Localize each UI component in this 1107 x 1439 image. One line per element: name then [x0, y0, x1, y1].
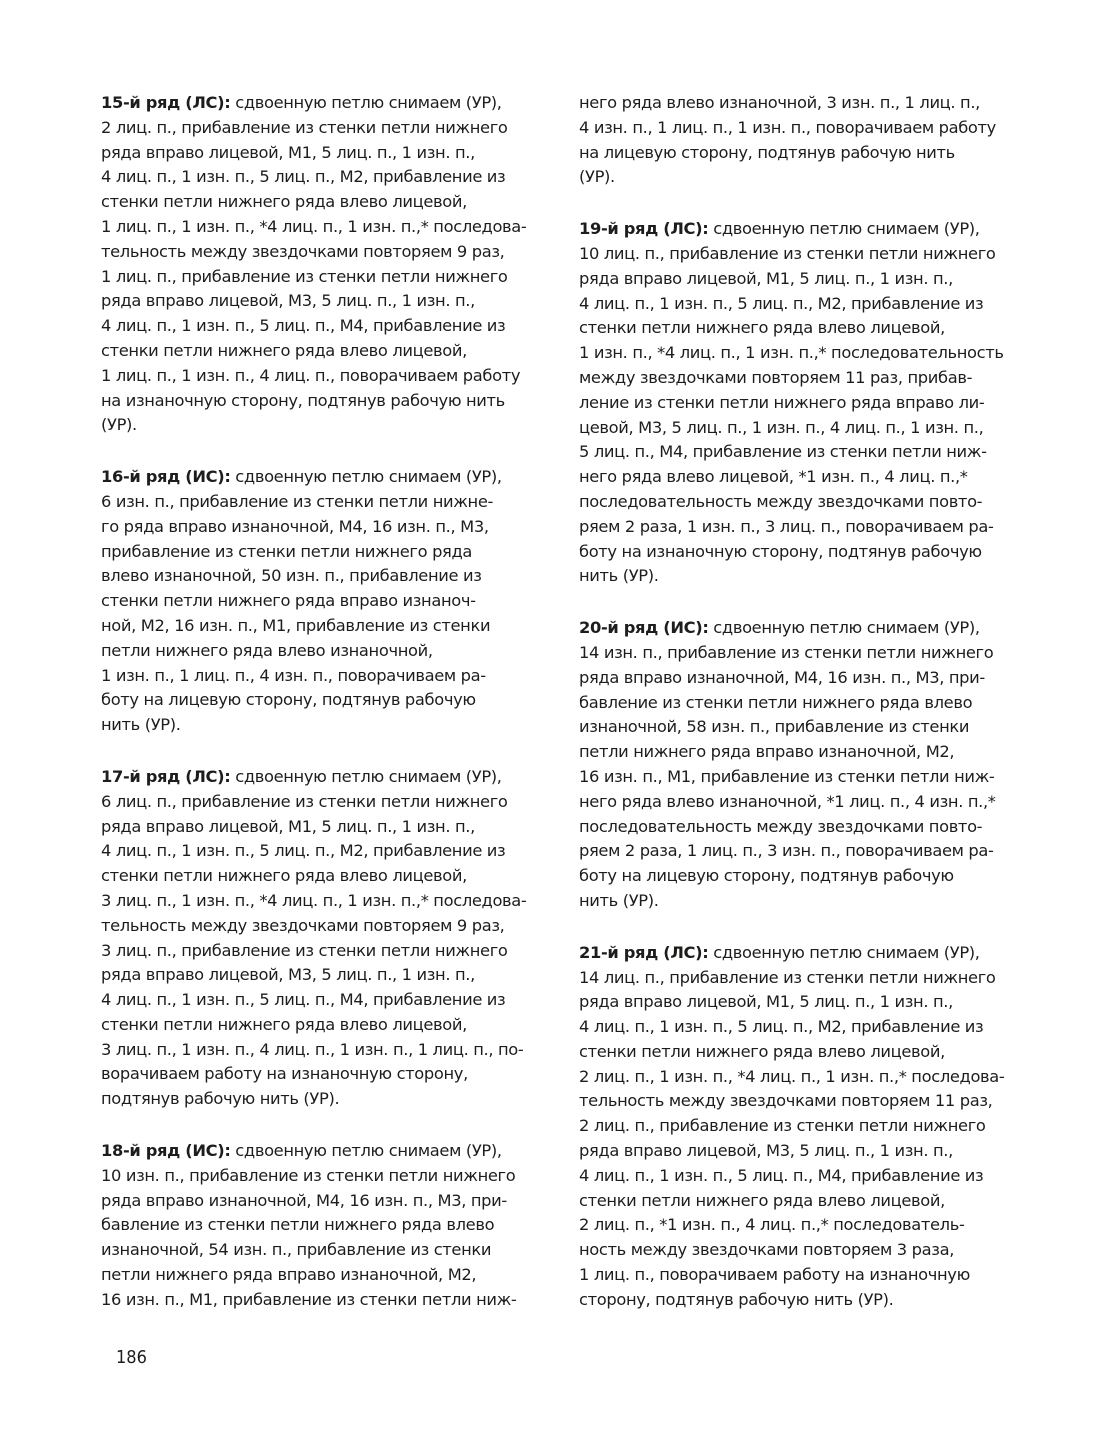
- text-line: [579, 715, 1031, 740]
- row-heading: 18-й ряд (ИС):: [101, 1141, 231, 1161]
- text-line: [101, 339, 553, 364]
- text-line: [101, 1213, 553, 1238]
- text-line: [579, 765, 1031, 790]
- line-text: ной, М2, 16 изн. п., М1, прибавление из стенки: [101, 615, 491, 635]
- line-text: 16 изн. п., М1, прибавление из стенки петли ниж-: [579, 766, 995, 786]
- line-text: ряда вправо лицевой, М1, 5 лиц. п., 1 изн. п.,: [579, 992, 953, 1012]
- text-line: [101, 289, 553, 314]
- instruction-paragraph: [579, 217, 1031, 589]
- text-line: [101, 1263, 553, 1288]
- line-text: сдвоенную петлю снимаем (УР),: [230, 93, 502, 112]
- line-text: стенки петли нижнего ряда влево лицевой,: [579, 1041, 945, 1061]
- line-text: 4 лиц. п., 1 изн. п., 5 лиц. п., М2, прибавление из: [101, 167, 506, 187]
- text-line: [579, 564, 1031, 589]
- line-text: стенки петли нижнего ряда влево лицевой,: [101, 866, 467, 886]
- line-text: 2 лиц. п., прибавление из стенки петли нижнего: [101, 117, 508, 137]
- instruction-paragraph: [101, 91, 553, 438]
- line-text: (УР).: [579, 167, 615, 187]
- text-line: [101, 790, 553, 815]
- line-text: 2 лиц. п., прибавление из стенки петли нижнего: [579, 1116, 986, 1136]
- text-line: [579, 391, 1031, 416]
- text-line: [579, 515, 1031, 540]
- line-text: стенки петли нижнего ряда влево лицевой,: [101, 340, 467, 360]
- line-text: изнаночной, 58 изн. п., прибавление из стенки: [579, 717, 970, 737]
- text-line: [101, 889, 553, 914]
- text-line: [101, 988, 553, 1013]
- line-text: 4 лиц. п., 1 изн. п., 5 лиц. п., М4, прибавление из: [579, 1165, 984, 1185]
- text-line: [101, 765, 553, 790]
- text-line: [101, 914, 553, 939]
- line-text: 1 лиц. п., прибавление из стенки петли нижнего: [101, 266, 508, 286]
- line-text: петли нижнего ряда влево изнаночной,: [101, 640, 433, 660]
- text-line: [579, 691, 1031, 716]
- text-line: [579, 292, 1031, 317]
- line-text: ряем 2 раза, 1 изн. п., 3 лиц. п., поворачиваем ра-: [579, 516, 994, 536]
- line-text: изнаночной, 54 изн. п., прибавление из стенки: [101, 1240, 492, 1260]
- text-line: [101, 639, 553, 664]
- text-line: [579, 666, 1031, 691]
- text-line: [579, 540, 1031, 565]
- line-text: 3 лиц. п., 1 изн. п., 4 лиц. п., 1 изн. п., 1 лиц. п., по-: [101, 1039, 524, 1059]
- text-line: [101, 564, 553, 589]
- text-line: [101, 1013, 553, 1038]
- line-text: ворачиваем работу на изнаночную сторону,: [101, 1064, 468, 1084]
- text-line: [101, 540, 553, 565]
- text-line: [579, 864, 1031, 889]
- line-text: боту на лицевую сторону, подтянув рабочую: [101, 690, 476, 710]
- text-line: [579, 941, 1031, 966]
- line-text: 1 лиц. п., 1 изн. п., *4 лиц. п., 1 изн. п.,* последова-: [101, 216, 527, 236]
- line-text: петли нижнего ряда вправо изнаночной, М2,: [579, 742, 955, 762]
- text-line: [579, 440, 1031, 465]
- row-heading: 21-й ряд (ЛС):: [579, 942, 709, 962]
- text-line: [101, 1139, 553, 1164]
- line-text: ряда вправо лицевой, М3, 5 лиц. п., 1 изн. п.,: [101, 291, 475, 311]
- text-line: [101, 1164, 553, 1189]
- line-text: влево изнаночной, 50 изн. п., прибавление из: [101, 566, 482, 586]
- line-text: стенки петли нижнего ряда влево лицевой,: [579, 318, 945, 338]
- text-line: [101, 614, 553, 639]
- text-line: [579, 116, 1031, 141]
- line-text: сдвоенную петлю снимаем (УР),: [708, 618, 980, 638]
- line-text: го ряда вправо изнаночной, М4, 16 изн. п., М3,: [101, 516, 489, 536]
- line-text: сторону, подтянув рабочую нить (УР).: [579, 1289, 894, 1309]
- text-line: [101, 1038, 553, 1063]
- text-line: [579, 366, 1031, 391]
- text-line: [101, 91, 553, 116]
- line-text: бавление из стенки петли нижнего ряда влево: [101, 1215, 495, 1235]
- text-line: [579, 465, 1031, 490]
- line-text: нить (УР).: [579, 566, 659, 586]
- text-line: [579, 1288, 1031, 1313]
- line-text: между звездочками повторяем 11 раз, прибав-: [579, 367, 973, 387]
- line-text: тельность между звездочками повторяем 9 раз,: [101, 915, 505, 935]
- text-line: [579, 740, 1031, 765]
- right-column: [579, 91, 1031, 1340]
- text-line: [101, 1062, 553, 1087]
- line-text: 10 изн. п., прибавление из стенки петли нижнего: [101, 1165, 516, 1185]
- text-line: [101, 165, 553, 190]
- line-text: стенки петли нижнего ряда влево лицевой,: [579, 1190, 945, 1210]
- line-text: сдвоенную петлю снимаем (УР),: [708, 219, 980, 239]
- line-text: 6 лиц. п., прибавление из стенки петли нижнего: [101, 791, 508, 811]
- line-text: 4 лиц. п., 1 изн. п., 5 лиц. п., М2, прибавление из: [579, 293, 984, 313]
- text-line: [579, 341, 1031, 366]
- line-text: ряда вправо лицевой, М1, 5 лиц. п., 1 изн. п.,: [101, 142, 475, 162]
- text-line: [101, 688, 553, 713]
- line-text: ность между звездочками повторяем 3 раза,: [579, 1240, 955, 1260]
- text-line: [579, 790, 1031, 815]
- row-heading: 19-й ряд (ЛС):: [579, 219, 709, 239]
- line-text: 4 лиц. п., 1 изн. п., 5 лиц. п., М2, прибавление из: [101, 841, 506, 861]
- line-text: 1 изн. п., 1 лиц. п., 4 изн. п., поворачиваем ра-: [101, 665, 486, 685]
- text-line: [579, 815, 1031, 840]
- row-heading: 16-й ряд (ИС):: [101, 467, 231, 487]
- text-line: [101, 389, 553, 414]
- text-line: [101, 490, 553, 515]
- text-line: [101, 815, 553, 840]
- line-text: ряда вправо изнаночной, М4, 16 изн. п., М3, при-: [101, 1190, 507, 1210]
- text-line: [579, 966, 1031, 991]
- text-line: [101, 190, 553, 215]
- line-text: него ряда влево изнаночной, 3 изн. п., 1 лиц. п.,: [579, 93, 981, 112]
- text-line: [101, 864, 553, 889]
- line-text: 10 лиц. п., прибавление из стенки петли нижнего: [579, 243, 996, 263]
- text-line: [579, 1089, 1031, 1114]
- instruction-paragraph: [101, 765, 553, 1112]
- line-text: стенки петли нижнего ряда вправо изнаноч-: [101, 591, 476, 611]
- row-heading: 17-й ряд (ЛС):: [101, 766, 231, 786]
- text-line: [579, 1238, 1031, 1263]
- line-text: 4 изн. п., 1 лиц. п., 1 изн. п., поворачиваем работу: [579, 117, 996, 137]
- line-text: 5 лиц. п., М4, прибавление из стенки петли ниж-: [579, 442, 987, 462]
- text-line: [579, 1139, 1031, 1164]
- left-column: [101, 91, 553, 1340]
- text-line: [579, 990, 1031, 1015]
- line-text: нить (УР).: [101, 715, 181, 735]
- text-line: [101, 314, 553, 339]
- line-text: ряем 2 раза, 1 лиц. п., 3 изн. п., поворачиваем ра-: [579, 841, 994, 861]
- line-text: сдвоенную петлю снимаем (УР),: [230, 1141, 502, 1161]
- line-text: последовательность между звездочками повто-: [579, 491, 983, 511]
- line-text: ряда вправо лицевой, М3, 5 лиц. п., 1 изн. п.,: [579, 1141, 953, 1161]
- line-text: него ряда влево изнаночной, *1 лиц. п., 4 изн. п.,*: [579, 791, 996, 811]
- line-text: подтянув рабочую нить (УР).: [101, 1089, 340, 1109]
- line-text: 1 изн. п., *4 лиц. п., 1 изн. п.,* последовательность: [579, 343, 1004, 363]
- line-text: прибавление из стенки петли нижнего ряда: [101, 541, 473, 561]
- line-text: ряда вправо лицевой, М1, 5 лиц. п., 1 изн. п.,: [101, 816, 475, 836]
- text-line: [579, 1189, 1031, 1214]
- line-text: ряда вправо лицевой, М1, 5 лиц. п., 1 изн. п.,: [579, 268, 953, 288]
- line-text: 6 изн. п., прибавление из стенки петли нижне-: [101, 491, 494, 511]
- text-line: [101, 1288, 553, 1313]
- text-line: [101, 1238, 553, 1263]
- text-line: [101, 364, 553, 389]
- line-text: стенки петли нижнего ряда влево лицевой,: [101, 1014, 467, 1034]
- line-text: 1 лиц. п., 1 изн. п., 4 лиц. п., поворачиваем работу: [101, 365, 521, 385]
- text-line: [101, 465, 553, 490]
- text-line: [579, 316, 1031, 341]
- text-line: [101, 839, 553, 864]
- text-line: [579, 1015, 1031, 1040]
- text-line: [101, 664, 553, 689]
- line-text: последовательность между звездочками повто-: [579, 816, 983, 836]
- text-line: [579, 616, 1031, 641]
- text-line: [101, 1189, 553, 1214]
- line-text: ряда вправо лицевой, М3, 5 лиц. п., 1 изн. п.,: [101, 965, 475, 985]
- text-line: [579, 141, 1031, 166]
- line-text: 3 лиц. п., прибавление из стенки петли нижнего: [101, 940, 508, 960]
- line-text: нить (УР).: [579, 890, 659, 910]
- line-text: 14 изн. п., прибавление из стенки петли нижнего: [579, 642, 994, 662]
- text-line: [579, 641, 1031, 666]
- text-line: [579, 1213, 1031, 1238]
- line-text: 3 лиц. п., 1 изн. п., *4 лиц. п., 1 изн. п.,* последова-: [101, 890, 527, 910]
- line-text: боту на изнаночную сторону, подтянув рабочую: [579, 541, 982, 561]
- text-line: [101, 713, 553, 738]
- line-text: 4 лиц. п., 1 изн. п., 5 лиц. п., М2, прибавление из: [579, 1017, 984, 1037]
- text-line: [579, 267, 1031, 292]
- text-line: [101, 413, 553, 438]
- page-number: 186: [116, 1347, 147, 1368]
- text-line: [101, 116, 553, 141]
- text-line: [101, 215, 553, 240]
- text-line: [579, 242, 1031, 267]
- text-line: [579, 1114, 1031, 1139]
- line-text: 1 лиц. п., поворачиваем работу на изнаночную: [579, 1265, 970, 1285]
- instruction-paragraph: [101, 465, 553, 738]
- line-text: 4 лиц. п., 1 изн. п., 5 лиц. п., М4, прибавление из: [101, 316, 506, 336]
- line-text: боту на лицевую сторону, подтянув рабочую: [579, 866, 954, 886]
- text-line: [101, 240, 553, 265]
- line-text: 2 лиц. п., 1 изн. п., *4 лиц. п., 1 изн. п.,* последова-: [579, 1066, 1005, 1086]
- line-text: (УР).: [101, 415, 137, 435]
- line-text: ление из стенки петли нижнего ряда вправо ли-: [579, 392, 985, 412]
- text-line: [101, 1087, 553, 1112]
- line-text: тельность между звездочками повторяем 11 раз,: [579, 1091, 993, 1111]
- row-heading: 20-й ряд (ИС):: [579, 618, 709, 638]
- instruction-paragraph: [579, 941, 1031, 1313]
- text-line: [579, 490, 1031, 515]
- line-text: сдвоенную петлю снимаем (УР),: [230, 766, 502, 786]
- text-line: [579, 1040, 1031, 1065]
- line-text: 4 лиц. п., 1 изн. п., 5 лиц. п., М4, прибавление из: [101, 990, 506, 1010]
- text-line: [579, 839, 1031, 864]
- line-text: 16 изн. п., М1, прибавление из стенки петли ниж-: [101, 1289, 517, 1309]
- text-line: [101, 589, 553, 614]
- row-heading: 15-й ряд (ЛС):: [101, 93, 231, 112]
- line-text: ряда вправо изнаночной, М4, 16 изн. п., М3, при-: [579, 667, 985, 687]
- text-line: [579, 1263, 1031, 1288]
- instruction-paragraph: [579, 91, 1031, 190]
- instruction-paragraph: [101, 1139, 553, 1313]
- text-line: [101, 963, 553, 988]
- text-line: [579, 91, 1031, 116]
- line-text: на лицевую сторону, подтянув рабочую нить: [579, 142, 955, 162]
- text-line: [579, 217, 1031, 242]
- line-text: стенки петли нижнего ряда влево лицевой,: [101, 192, 467, 212]
- line-text: сдвоенную петлю снимаем (УР),: [708, 942, 980, 962]
- text-line: [101, 939, 553, 964]
- line-text: 14 лиц. п., прибавление из стенки петли нижнего: [579, 967, 996, 987]
- text-line: [579, 1164, 1031, 1189]
- text-line: [101, 265, 553, 290]
- line-text: него ряда влево лицевой, *1 изн. п., 4 лиц. п.,*: [579, 467, 968, 487]
- instruction-paragraph: [579, 616, 1031, 914]
- text-line: [101, 141, 553, 166]
- line-text: петли нижнего ряда вправо изнаночной, М2,: [101, 1265, 477, 1285]
- line-text: тельность между звездочками повторяем 9 раз,: [101, 241, 505, 261]
- line-text: бавление из стенки петли нижнего ряда влево: [579, 692, 973, 712]
- line-text: на изнаночную сторону, подтянув рабочую нить: [101, 390, 505, 410]
- line-text: сдвоенную петлю снимаем (УР),: [230, 467, 502, 487]
- text-line: [579, 1065, 1031, 1090]
- text-line: [579, 165, 1031, 190]
- line-text: цевой, М3, 5 лиц. п., 1 изн. п., 4 лиц. п., 1 изн. п.,: [579, 417, 984, 437]
- text-line: [579, 889, 1031, 914]
- line-text: 2 лиц. п., *1 изн. п., 4 лиц. п.,* последователь-: [579, 1215, 965, 1235]
- text-line: [579, 416, 1031, 441]
- text-line: [101, 515, 553, 540]
